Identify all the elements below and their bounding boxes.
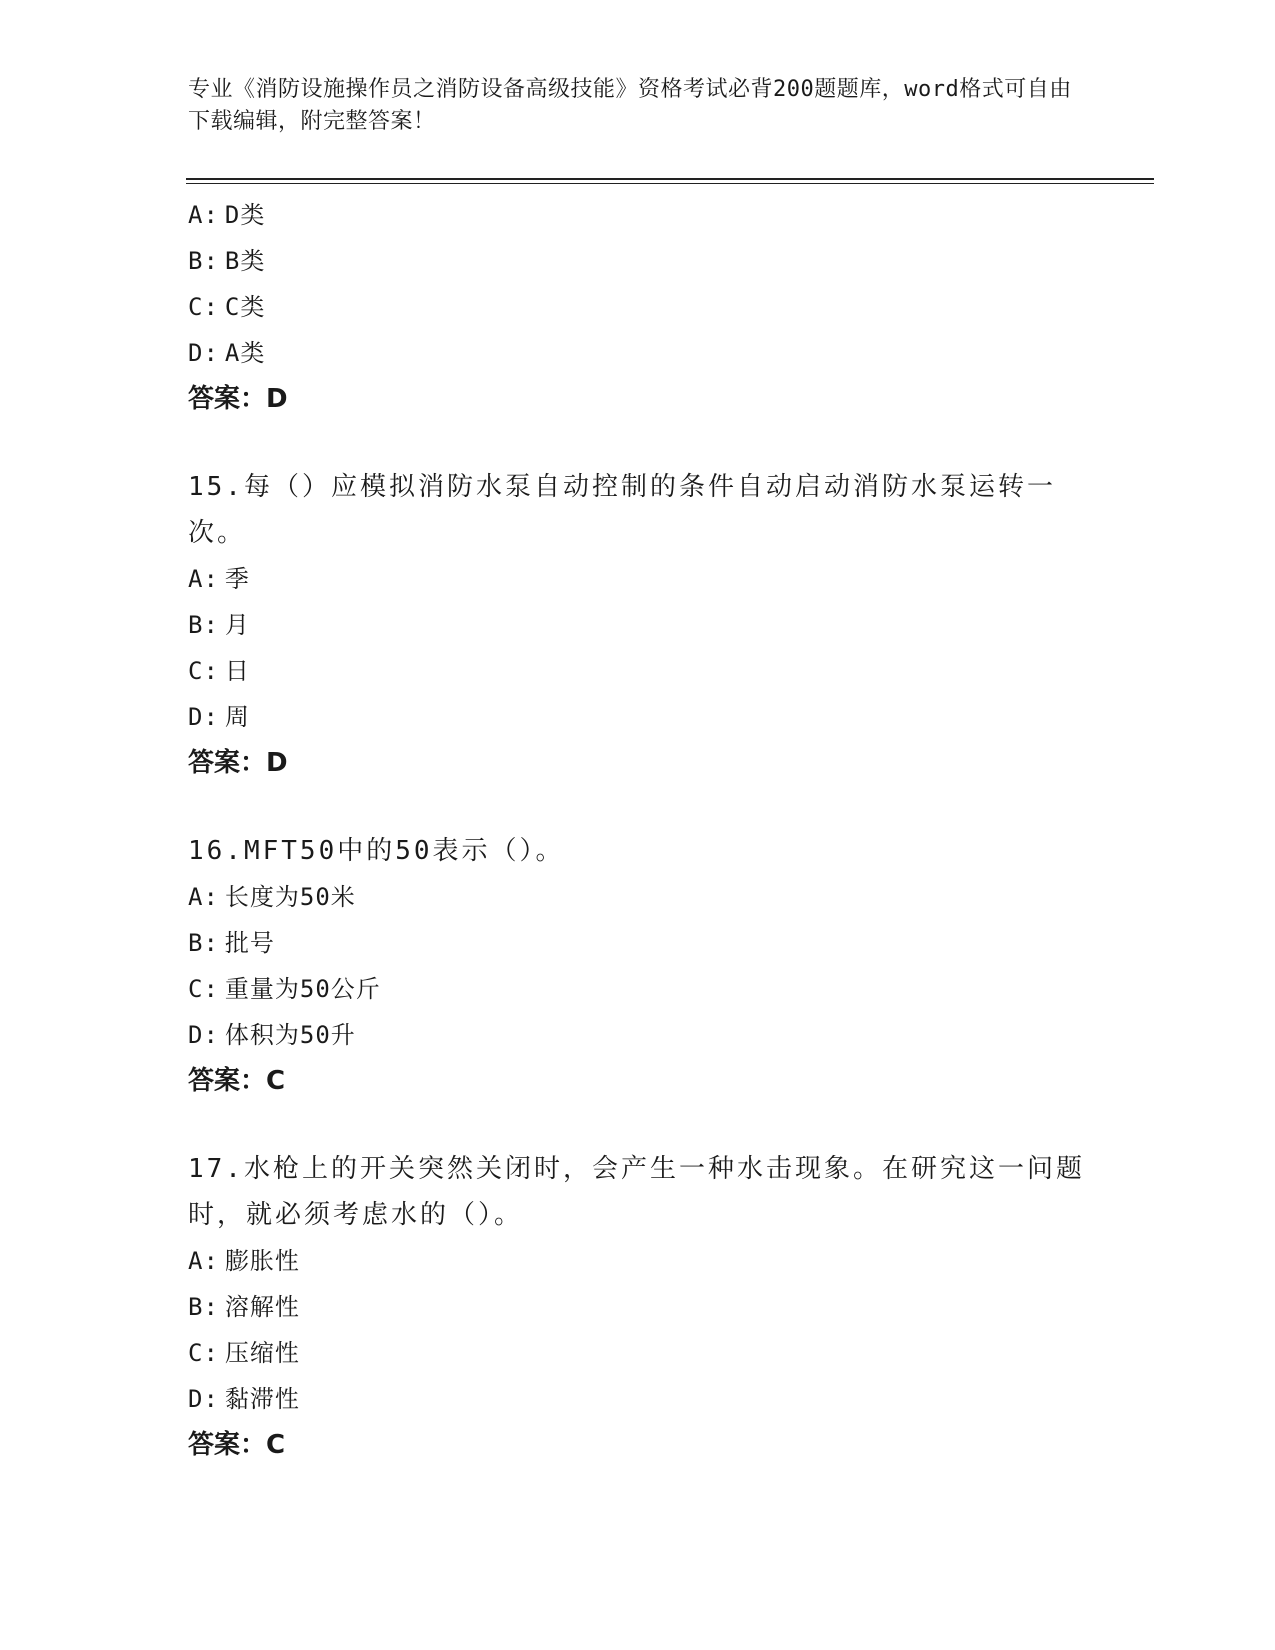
- option-c: C: 重量为50公斤: [188, 975, 381, 1003]
- answer: 答案：D: [188, 384, 288, 414]
- question-list: [188, 192, 1088, 1468]
- option-d: D: A类: [188, 339, 266, 367]
- option-a: A: 长度为50米: [188, 883, 356, 911]
- question-block-16: [188, 828, 1088, 1104]
- option-c: C: 日: [188, 657, 250, 685]
- header-divider-thin: [186, 183, 1154, 184]
- option-c: C: 压缩性: [188, 1339, 300, 1367]
- answer: 答案：C: [188, 1066, 286, 1096]
- question-text: 15.每（）应模拟消防水泵自动控制的条件自动启动消防水泵运转一次。: [188, 472, 1056, 548]
- question-text: 17.水枪上的开关突然关闭时，会产生一种水击现象。在研究这一问题时，就必须考虑水的（）。: [188, 1154, 1085, 1230]
- option-a: A: D类: [188, 201, 266, 229]
- option-b: B: 批号: [188, 929, 275, 957]
- question-block-17: [188, 1146, 1088, 1468]
- option-c: C: C类: [188, 293, 266, 321]
- option-a: A: 膨胀性: [188, 1247, 300, 1275]
- header-divider-thick: [186, 178, 1154, 180]
- document-header: 专业《消防设施操作员之消防设备高级技能》资格考试必背200题题库，word格式可自由下载编辑，附完整答案！: [188, 77, 1072, 134]
- answer: 答案：C: [188, 1430, 286, 1460]
- option-b: B: 溶解性: [188, 1293, 300, 1321]
- question-block-14: [188, 192, 1088, 422]
- question-text: 16.MFT50中的50表示（）。: [188, 836, 565, 866]
- option-b: B: B类: [188, 247, 266, 275]
- option-d: D: 体积为50升: [188, 1021, 356, 1049]
- question-block-15: [188, 464, 1088, 786]
- answer: 答案：D: [188, 748, 288, 778]
- option-b: B: 月: [188, 611, 250, 639]
- option-a: A: 季: [188, 565, 250, 593]
- option-d: D: 周: [188, 703, 250, 731]
- option-d: D: 黏滞性: [188, 1385, 300, 1413]
